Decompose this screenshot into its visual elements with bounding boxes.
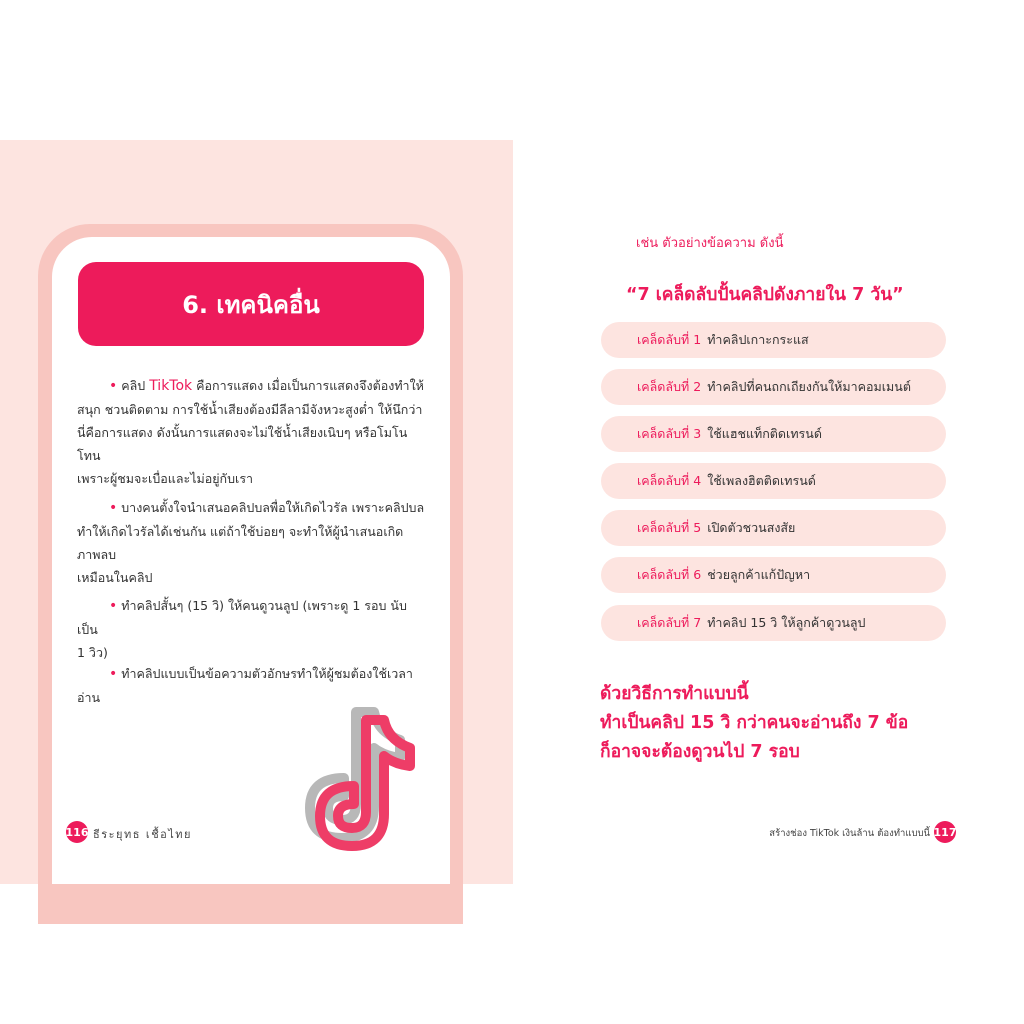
page-number-left: 116	[66, 821, 88, 843]
tip-pill: เคล็ดลับที่ 5 เปิดตัวชวนสงสัย	[601, 510, 946, 546]
bullet-icon: •	[109, 598, 118, 614]
example-intro: เช่น ตัวอย่างข้อความ ดังนี้	[636, 236, 784, 251]
tip-pill: เคล็ดลับที่ 6 ช่วยลูกค้าแก้ปัญหา	[601, 557, 946, 593]
book-title-footer: สร้างช่อง TikTok เงินล้าน ต้องทำแบบนี้	[769, 828, 930, 839]
headline-quote: “7 เคล็ดลับปั้นคลิปดังภายใน 7 วัน”	[626, 285, 904, 305]
section-title: 6. เทคนิคอื่น	[182, 290, 320, 319]
bullet-icon: •	[109, 378, 118, 394]
page-number-right: 117	[934, 821, 956, 843]
tip-pill: เคล็ดลับที่ 7 ทำคลิป 15 วิ ให้ลูกค้าดูวนลูป	[601, 605, 946, 641]
paragraph-3: • ทำคลิปสั้นๆ (15 วิ) ให้คนดูวนลูป (เพราะดู 1 รอบ นับเป็น 1 วิว)	[77, 598, 407, 660]
closing-text: ด้วยวิธีการทำแบบนี้ ทำเป็นคลิป 15 วิ กว่าคนจะอ่านถึง 7 ข้อ ก็อาจจะต้องดูวนไป 7 รอบ	[600, 684, 909, 762]
paragraph-4: • ทำคลิปแบบเป็นข้อความตัวอักษรทำให้ผู้ชมต้องใช้เวลา อ่าน	[77, 666, 413, 705]
bullet-icon: •	[109, 666, 118, 682]
paragraph-2: • บางคนตั้งใจนำเสนอคลิปบลพื่อให้เกิดไวรัล เพราะคลิปบล ทำให้เกิดไวรัลได้เช่นกัน แต่ถ้าใช้บ่อยๆ จะทำให้ผู้นำเสนอเกิดภาพลบ เหมือนในคลิป	[77, 500, 425, 585]
tip-pill: เคล็ดลับที่ 3 ใช้แฮชแท็กติดเทรนด์	[601, 416, 946, 452]
author-footer: ธีระยุทธ เชื้อไทย	[93, 828, 192, 841]
paragraph-1: • คลิป TikTok คือการแสดง เมื่อเป็นการแสดงจึงต้องทำให้ สนุก ชวนติดตาม การใช้น้ำเสียงต้องมีลีลามีจังหวะสูงต่ำ ให้นึกว่า นี่คือการแสดง ดังนั้นการแสดงจะไม่ใช้น้ำเสียงเนิบๆ หรือโมโนโทน เพราะผู้ชมจะเบื่อและไม่อยู่กับเรา	[77, 378, 424, 486]
section-title-box	[78, 262, 424, 346]
tip-pill: เคล็ดลับที่ 1 ทำคลิปเกาะกระแส	[601, 322, 946, 358]
tip-pill: เคล็ดลับที่ 2 ทำคลิปที่คนถกเถียงกันให้มาคอมเมนต์	[601, 369, 946, 405]
tiktok-highlight: TikTok	[149, 378, 193, 394]
tiktok-logo-icon	[282, 698, 432, 858]
bullet-icon: •	[109, 500, 118, 516]
book-spread	[0, 140, 1024, 884]
tip-pill: เคล็ดลับที่ 4 ใช้เพลงฮิตติดเทรนด์	[601, 463, 946, 499]
